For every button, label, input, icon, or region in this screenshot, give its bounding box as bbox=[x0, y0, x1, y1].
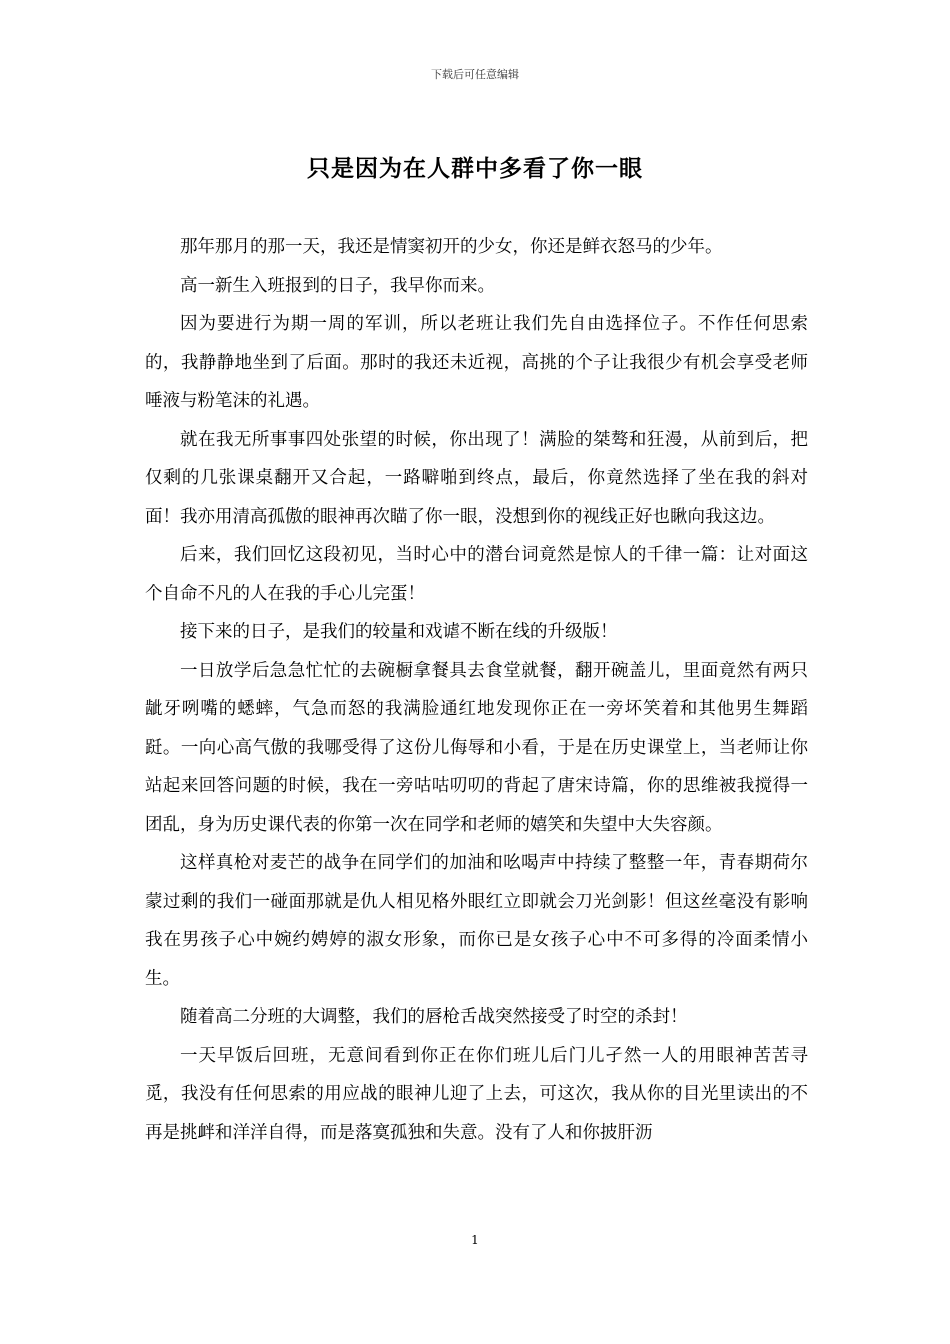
paragraph: 后来，我们回忆这段初见，当时心中的潜台词竟然是惊人的千律一篇：让对面这个自命不凡的人在我的手心儿完蛋！ bbox=[145, 545, 808, 604]
document-title: 只是因为在人群中多看了你一眼 bbox=[307, 156, 643, 182]
paragraph: 接下来的日子，是我们的较量和戏谑不断在线的升级版！ bbox=[180, 622, 618, 642]
paragraph: 因为要进行为期一周的军训，所以老班让我们先自由选择位子。不作任何思索的，我静静地坐到了后面。那时的我还未近视，高挑的个子让我很少有机会享受老师唾液与粉笔沫的礼遇。 bbox=[145, 314, 808, 411]
paragraph: 一日放学后急急忙忙的去碗橱拿餐具去食堂就餐，翻开碗盖儿，里面竟然有两只龇牙咧嘴的蟋蟀，气急而怒的我满脸通红地发现你正在一旁坏笑着和其他男生舞蹈跹。一向心高气傲的我哪受得了这份儿侮辱和小看，于是在历史课堂上，当老师让你站起来回答问题的时候，我在一旁咕咕叨叨的背起了唐宋诗篇，你的思维被我搅得一团乱，身为历史课代表的你第一次在同学和老师的嬉笑和失望中大失容颜。 bbox=[145, 660, 808, 835]
paragraph: 高一新生入班报到的日子，我早你而来。 bbox=[180, 275, 495, 296]
paragraph: 一天早饭后回班，无意间看到你正在你们班儿后门儿孑然一人的用眼神苦苦寻觅，我没有任何思索的用应战的眼神儿迎了上去，可这次，我从你的目光里读出的不再是挑衅和洋洋自得，而是落寞孤独和失意。没有了人和你披肝沥 bbox=[145, 1045, 808, 1143]
header-note: 下载后可任意编辑 bbox=[431, 68, 519, 81]
paragraph: 那年那月的那一天，我还是情窦初开的少女，你还是鲜衣怒马的少年。 bbox=[180, 237, 723, 257]
page-number: 1 bbox=[471, 1233, 479, 1247]
document-body bbox=[145, 228, 808, 1152]
paragraph: 这样真枪对麦芒的战争在同学们的加油和吆喝声中持续了整整一年，青春期荷尔蒙过剩的我们一碰面那就是仇人相见格外眼红立即就会刀光剑影！但这丝毫没有影响我在男孩子心中婉约娉婷的淑女形象，而你已是女孩子心中不可多得的冷面柔情小生。 bbox=[145, 853, 808, 989]
paragraph: 随着高二分班的大调整，我们的唇枪舌战突然接受了时空的杀封！ bbox=[180, 1007, 688, 1027]
paragraph: 就在我无所事事四处张望的时候，你出现了！满脸的桀骜和狂漫，从前到后，把仅剩的几张课桌翻开又合起，一路噼啪到终点，最后，你竟然选择了坐在我的斜对面！我亦用清高孤傲的眼神再次瞄了你一眼，没想到你的视线正好也瞅向我这边。 bbox=[145, 429, 808, 527]
